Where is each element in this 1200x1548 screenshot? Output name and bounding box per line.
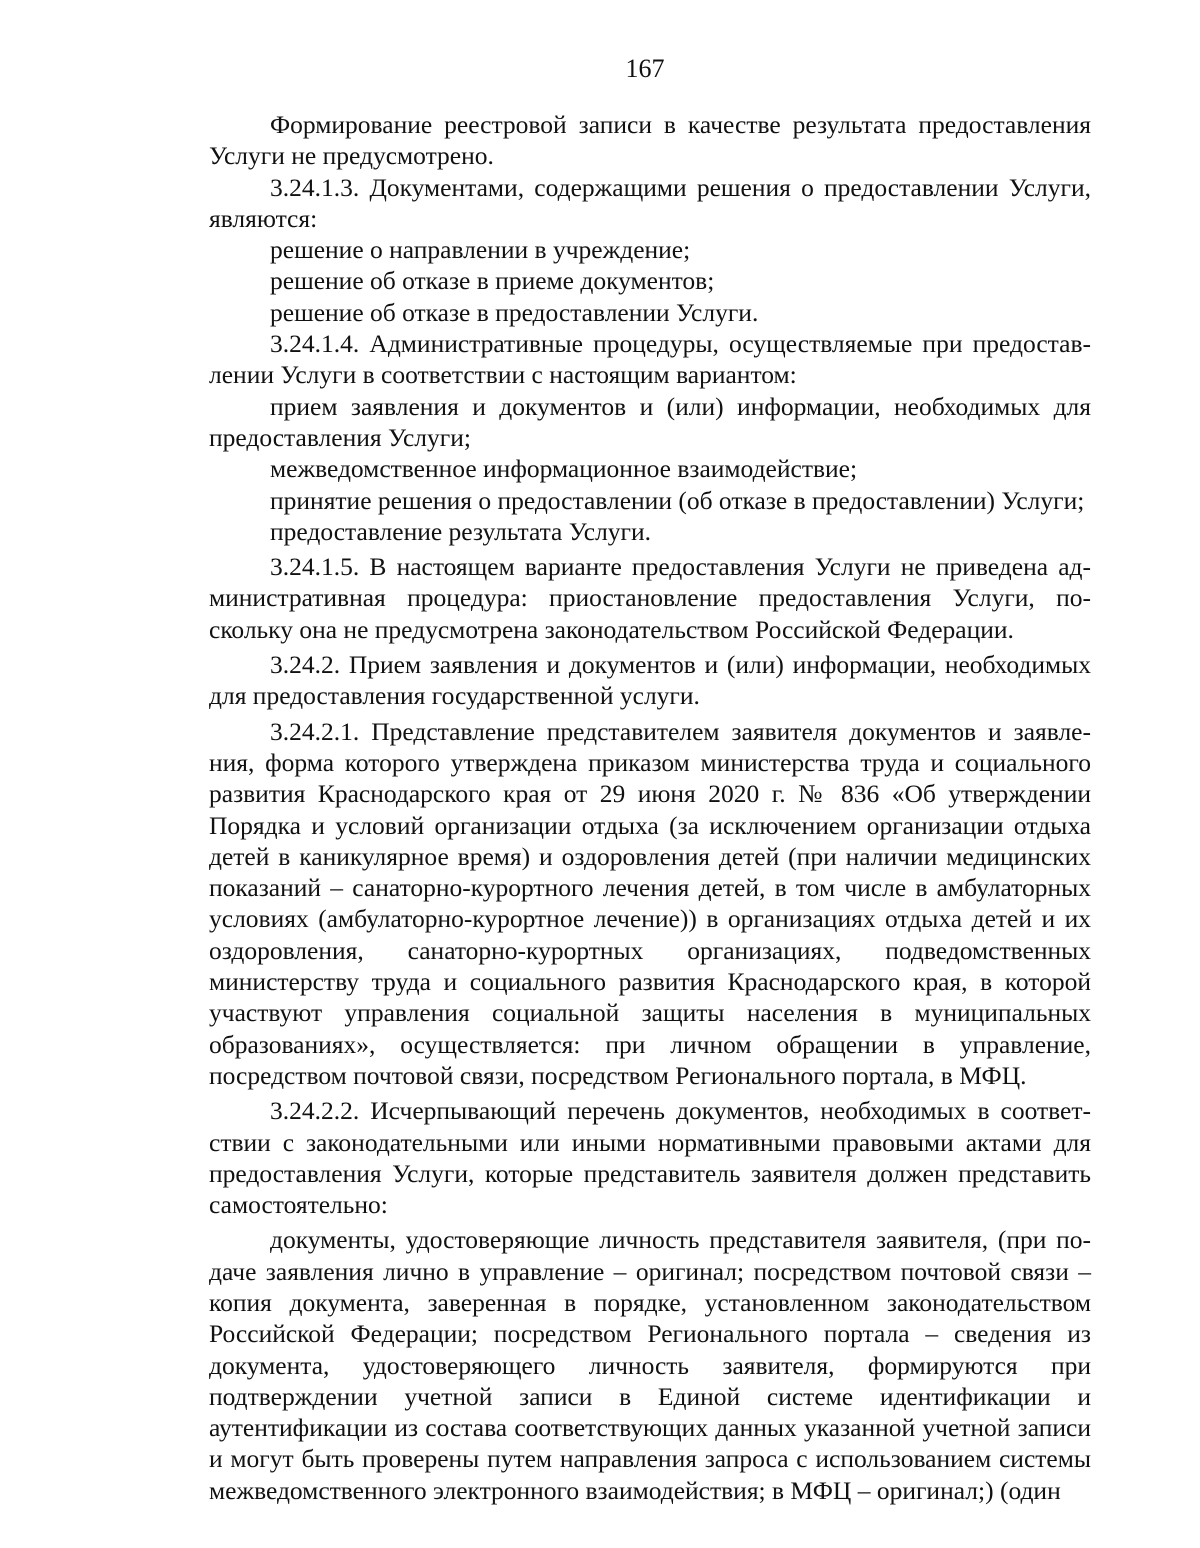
list-item: решение об отказе в приеме документов; bbox=[270, 266, 715, 296]
paragraph: 3.24.1.5. В настоящем варианте предоставления Услуги не приведена административная процедура: приостановление предоставления Услуги, поскольку она не предусмотрена законодательством Российской Федерации. bbox=[209, 552, 1091, 644]
paragraph: 3.24.2. Прием заявления и документов и (или) информации, необходимых для предоставления государственной услуги. bbox=[209, 650, 1091, 711]
list-item: принятие решения о предоставлении (об отказе в предоставлении) Услуги; bbox=[270, 485, 1085, 515]
paragraph: 3.24.1.4. Административные процедуры, осуществляемые при предоставлении Услуги в соответствии с настоящим вариантом: bbox=[209, 329, 1091, 390]
paragraph: Формирование реестровой записи в качестве результата предоставления Услуги не предусмотрено. bbox=[209, 110, 1091, 171]
list-item: прием заявления и документов и (или) информации, необходимых для предоставления Услуги; bbox=[209, 391, 1091, 452]
paragraph: документы, удостоверяющие личность представителя заявителя, (при подаче заявления лично в управление – оригинал; посредством почтовой связи – копия документа, заверенная в порядке, установленном законодательством Российской Федерации; посредством Регионального портала – сведения из документа, удостоверяющего личность заявителя, формируются при подтверждении учетной записи в Единой системе идентификации и аутентификации из состава соответствующих данных указанной учетной записи и могут быть проверены путем направления запроса с использованием системы межведомственного электронного взаимодействия; в МФЦ – оригинал;) (один bbox=[209, 1225, 1091, 1505]
paragraph: 3.24.2.1. Представление представителем заявителя документов и заявления, форма которого утверждена приказом министерства труда и социального развития Краснодарского края от 29 июня 2020 г. № 836 «Об утверждении Порядка и условий организации отдыха (за исключением организации отдыха детей в каникулярное время) и оздоровления детей (при наличии медицинских показаний – санаторно-курортного лечения детей, в том числе в амбулаторных условиях (амбулаторно-курортное лечение)) в организациях отдыха детей и их оздоровления, санаторно-курортных организациях, подведомственных министерству труда и социального развития Краснодарского края, в которой участвуют управления социальной защиты населения в муниципальных образованиях», осуществляется: при личном обращении в управление, посредством почтовой связи, посредством Регионального портала, в МФЦ. bbox=[209, 716, 1091, 1090]
paragraph: 3.24.2.2. Исчерпывающий перечень документов, необходимых в соответствии с законодательными или иными нормативными правовыми актами для предоставления Услуги, которые представитель заявителя должен представить самостоятельно: bbox=[209, 1096, 1091, 1220]
list-item: предоставление результата Услуги. bbox=[270, 516, 652, 546]
document-body bbox=[209, 109, 1091, 1506]
list-item: межведомственное информационное взаимодействие; bbox=[270, 454, 858, 484]
paragraph: 3.24.1.3. Документами, содержащими решения о предоставлении Услуги, являются: bbox=[209, 172, 1091, 233]
list-item: решение об отказе в предоставлении Услуги. bbox=[270, 297, 759, 327]
page-number: 167 bbox=[625, 54, 665, 83]
list-item: решение о направлении в учреждение; bbox=[270, 235, 691, 265]
